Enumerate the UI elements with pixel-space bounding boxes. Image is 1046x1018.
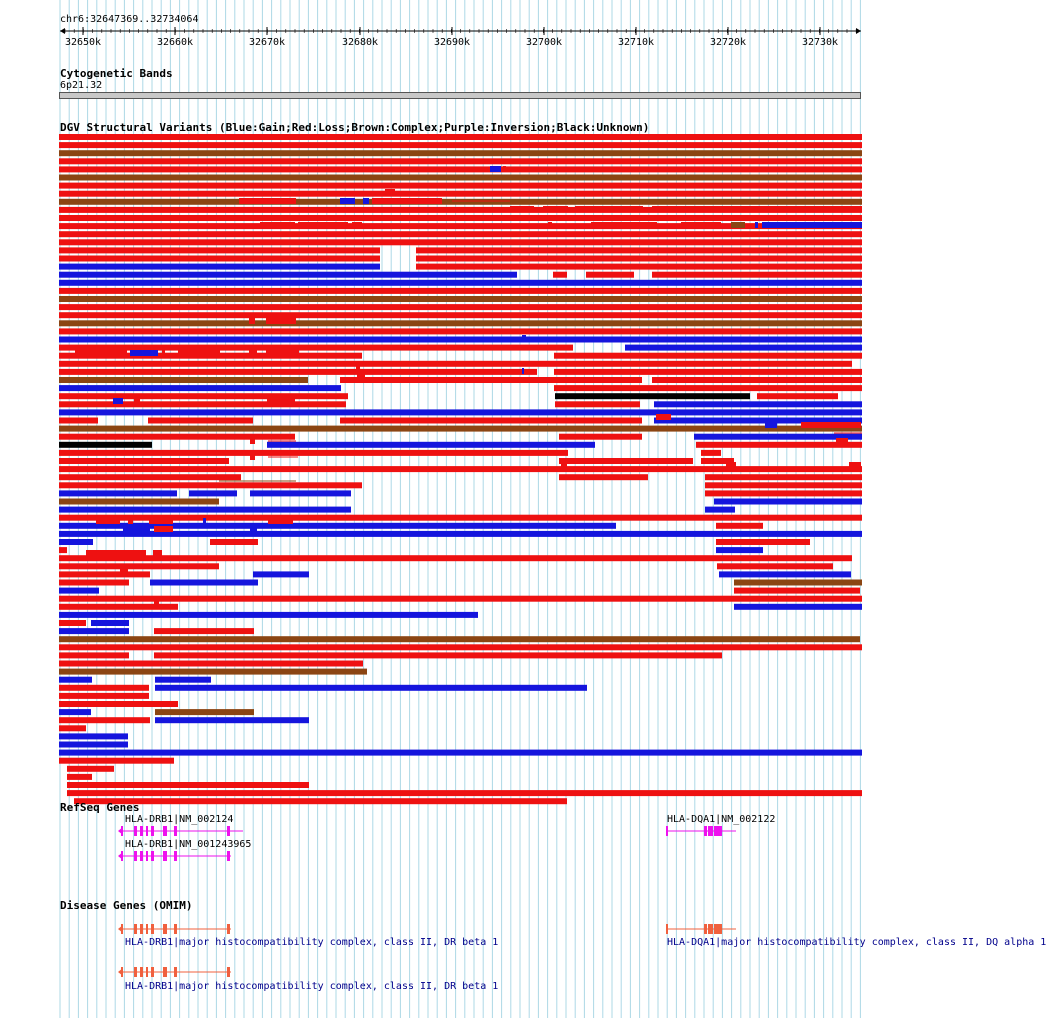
gene-exon bbox=[151, 851, 154, 861]
structural-variant bbox=[59, 199, 862, 205]
gene-exon bbox=[708, 924, 713, 934]
gene-exon bbox=[666, 826, 668, 836]
gene-exon bbox=[174, 826, 177, 836]
structural-variant bbox=[59, 515, 862, 521]
structural-variant bbox=[731, 222, 745, 228]
structural-variant bbox=[253, 571, 309, 577]
structural-variant bbox=[59, 175, 862, 181]
gene-exon bbox=[134, 826, 137, 836]
structural-variant bbox=[726, 462, 736, 468]
structural-variant bbox=[154, 652, 722, 658]
structural-variant bbox=[416, 247, 862, 253]
structural-variant bbox=[503, 166, 506, 172]
structural-variant bbox=[59, 450, 568, 456]
gene-exon bbox=[140, 851, 143, 861]
structural-variant bbox=[849, 462, 861, 468]
gene-exon bbox=[151, 967, 154, 977]
structural-variant bbox=[59, 677, 92, 683]
structural-variant bbox=[59, 288, 862, 294]
structural-variant bbox=[59, 134, 862, 140]
structural-variant bbox=[178, 350, 220, 356]
structural-variant bbox=[266, 318, 296, 324]
structural-variant bbox=[416, 256, 862, 262]
structural-variant bbox=[155, 685, 587, 691]
structural-variant bbox=[113, 398, 123, 404]
structural-variant bbox=[59, 191, 862, 197]
structural-variant bbox=[149, 518, 173, 524]
structural-variant bbox=[559, 458, 693, 464]
structural-variant bbox=[363, 198, 369, 204]
structural-variant bbox=[522, 368, 524, 374]
structural-variant bbox=[155, 709, 254, 715]
structural-variant bbox=[553, 272, 567, 278]
structural-variant bbox=[716, 547, 763, 553]
structural-variant bbox=[123, 526, 150, 532]
gene-exon bbox=[146, 967, 148, 977]
structural-variant bbox=[154, 526, 173, 532]
structural-variant bbox=[59, 474, 241, 480]
structural-variant bbox=[134, 398, 140, 404]
structural-variant bbox=[510, 206, 534, 212]
structural-variant bbox=[717, 563, 833, 569]
structural-variant bbox=[148, 418, 253, 424]
gene-exon bbox=[708, 826, 713, 836]
gene-arrow-icon bbox=[118, 852, 123, 860]
gene-exon bbox=[227, 924, 230, 934]
gene-exon bbox=[146, 826, 148, 836]
gene-exon bbox=[146, 851, 148, 861]
dgv-track-title: DGV Structural Variants (Blue:Gain;Red:Loss;Brown:Complex;Purple:Inversion;Black:Unknown) bbox=[60, 121, 650, 134]
structural-variant bbox=[267, 398, 295, 404]
gene-exon bbox=[666, 924, 668, 934]
refseq-gene-glyph[interactable] bbox=[118, 825, 233, 837]
gene-exon bbox=[174, 967, 177, 977]
structural-variant bbox=[654, 401, 862, 407]
structural-variant bbox=[734, 604, 862, 610]
structural-variant bbox=[59, 264, 380, 270]
structural-variant bbox=[59, 628, 129, 634]
structural-variant bbox=[59, 547, 67, 553]
structural-variant bbox=[59, 636, 860, 642]
structural-variant bbox=[59, 750, 862, 756]
structural-variant bbox=[59, 458, 229, 464]
structural-variant bbox=[59, 652, 129, 658]
structural-variant bbox=[162, 350, 165, 356]
gene-exon bbox=[227, 826, 230, 836]
structural-variant bbox=[59, 758, 174, 764]
structural-variant bbox=[59, 215, 862, 221]
structural-variant bbox=[701, 450, 721, 456]
structural-variant bbox=[555, 393, 750, 399]
structural-variant bbox=[59, 256, 380, 262]
structural-variant bbox=[356, 366, 360, 372]
structural-variant bbox=[372, 198, 442, 204]
structural-variant bbox=[250, 438, 255, 444]
structural-variant bbox=[543, 206, 568, 212]
structural-variant bbox=[59, 247, 380, 253]
refseq-gene-label[interactable]: HLA-DRB1|NM_001243965 bbox=[125, 839, 252, 850]
structural-variant bbox=[59, 296, 862, 302]
gene-exon bbox=[134, 967, 137, 977]
structural-variant bbox=[59, 409, 862, 415]
structural-variant bbox=[59, 312, 862, 318]
structural-variant bbox=[67, 790, 862, 796]
structural-variant bbox=[555, 401, 640, 407]
structural-variant bbox=[705, 507, 735, 513]
structural-variant bbox=[522, 335, 526, 341]
structural-variant bbox=[59, 620, 86, 626]
refseq-gene-glyph[interactable] bbox=[118, 850, 233, 862]
structural-variant bbox=[59, 644, 862, 650]
structural-variant bbox=[59, 733, 128, 739]
gene-exon bbox=[704, 924, 707, 934]
structural-variant bbox=[652, 272, 862, 278]
gene-exon bbox=[174, 851, 177, 861]
structural-variant bbox=[59, 272, 517, 278]
structural-variant bbox=[59, 466, 862, 472]
ruler-tick-label: 32700k bbox=[525, 37, 563, 48]
structural-variant bbox=[86, 550, 146, 556]
gene-exon bbox=[134, 851, 137, 861]
structural-variant bbox=[716, 539, 810, 545]
structural-variant bbox=[153, 550, 162, 556]
structural-variant bbox=[719, 571, 851, 577]
structural-variant bbox=[59, 555, 852, 561]
gene-arrow-icon bbox=[118, 925, 123, 933]
structural-variant bbox=[59, 320, 862, 326]
structural-variant bbox=[59, 685, 149, 691]
structural-variant bbox=[59, 499, 219, 505]
structural-variant bbox=[554, 353, 862, 359]
gene-arrow-icon bbox=[118, 968, 123, 976]
structural-variant bbox=[67, 774, 92, 780]
structural-variant bbox=[59, 183, 862, 189]
structural-variant bbox=[59, 725, 86, 731]
structural-variant bbox=[340, 418, 642, 424]
refseq-gene-glyph[interactable] bbox=[666, 825, 738, 837]
structural-variant bbox=[554, 385, 862, 391]
ruler-tick-label: 32670k bbox=[248, 37, 286, 48]
ruler-tick-label: 32650k bbox=[64, 37, 102, 48]
omim-gene-label[interactable]: HLA-DQA1|major histocompatibility complex, class II, DQ alpha 1 bbox=[667, 937, 1046, 948]
structural-variant bbox=[74, 798, 567, 804]
structural-variant bbox=[59, 507, 351, 513]
structural-variant bbox=[416, 264, 862, 270]
cytoband-track-title: Cytogenetic Bands bbox=[60, 67, 173, 80]
structural-variant bbox=[59, 166, 862, 172]
structural-variant bbox=[59, 280, 862, 286]
structural-variant bbox=[59, 434, 295, 440]
structural-variant bbox=[59, 482, 362, 488]
structural-variant bbox=[559, 434, 642, 440]
structural-variant bbox=[59, 604, 178, 610]
structural-variant bbox=[59, 377, 308, 383]
structural-variant bbox=[591, 222, 657, 228]
structural-variant bbox=[96, 518, 120, 524]
structural-variant bbox=[67, 782, 309, 788]
structural-variant bbox=[203, 518, 206, 524]
gene-exon bbox=[140, 826, 143, 836]
structural-variant bbox=[59, 393, 348, 399]
gene-exon bbox=[140, 924, 143, 934]
structural-variant bbox=[59, 701, 178, 707]
refseq-track-title: RefSeq Genes bbox=[60, 801, 140, 814]
structural-variant bbox=[59, 709, 91, 715]
structural-variant bbox=[267, 442, 595, 448]
structural-variant bbox=[734, 588, 860, 594]
structural-variant bbox=[59, 693, 149, 699]
structural-variant bbox=[59, 563, 219, 569]
structural-variant bbox=[59, 490, 177, 496]
structural-variant bbox=[59, 304, 862, 310]
structural-variant bbox=[59, 539, 93, 545]
structural-variant bbox=[352, 222, 362, 228]
gene-exon bbox=[163, 924, 167, 934]
gene-exon bbox=[227, 851, 230, 861]
structural-variant bbox=[59, 426, 862, 432]
gene-exon bbox=[714, 924, 722, 934]
structural-variant bbox=[59, 596, 862, 602]
structural-variant bbox=[734, 580, 862, 586]
structural-variant bbox=[554, 369, 862, 375]
structural-variant bbox=[575, 206, 643, 212]
structural-variant bbox=[268, 518, 293, 524]
structural-variant bbox=[59, 150, 862, 156]
structural-variant bbox=[561, 462, 567, 468]
structural-variant bbox=[656, 414, 671, 420]
structural-variant bbox=[59, 401, 346, 407]
ruler-tick-label: 32710k bbox=[617, 37, 655, 48]
structural-variant bbox=[548, 222, 552, 228]
structural-variant bbox=[340, 198, 355, 204]
gene-exon bbox=[134, 924, 137, 934]
structural-variant bbox=[250, 454, 255, 460]
structural-variant bbox=[586, 272, 634, 278]
structural-variant bbox=[59, 442, 152, 448]
gene-exon bbox=[227, 967, 230, 977]
structural-variant bbox=[59, 669, 367, 675]
structural-variant bbox=[357, 374, 365, 380]
gene-exon bbox=[163, 967, 167, 977]
ruler-tick-label: 32720k bbox=[709, 37, 747, 48]
structural-variant bbox=[59, 612, 478, 618]
ruler-tick-label: 32680k bbox=[341, 37, 379, 48]
structural-variant bbox=[154, 598, 159, 604]
cytoband-label: 6p21.32 bbox=[60, 80, 103, 91]
structural-variant bbox=[762, 222, 862, 228]
structural-variant bbox=[59, 531, 862, 537]
structural-variant bbox=[490, 166, 496, 172]
gene-exon bbox=[714, 826, 722, 836]
structural-variant bbox=[59, 385, 341, 391]
gene-exon bbox=[151, 826, 154, 836]
structural-variant bbox=[59, 369, 537, 375]
gene-exon bbox=[151, 924, 154, 934]
structural-variant bbox=[249, 318, 255, 324]
structural-variant bbox=[67, 766, 114, 772]
structural-variant bbox=[716, 523, 763, 529]
structural-variant bbox=[59, 142, 862, 148]
structural-variant bbox=[59, 571, 150, 577]
structural-variant bbox=[59, 231, 862, 237]
structural-variant bbox=[652, 377, 862, 383]
structural-variant bbox=[801, 422, 861, 428]
structural-variant bbox=[128, 518, 133, 524]
ruler-tick-label: 32730k bbox=[801, 37, 839, 48]
structural-variant bbox=[59, 158, 862, 164]
structural-variant bbox=[385, 189, 395, 195]
omim-gene-label[interactable]: HLA-DRB1|major histocompatibility complex, class II, DR beta 1 bbox=[125, 981, 499, 992]
structural-variant bbox=[705, 482, 862, 488]
structural-variant bbox=[150, 580, 258, 586]
structural-variant bbox=[681, 222, 721, 228]
structural-variant bbox=[59, 742, 128, 748]
gene-arrow-icon bbox=[118, 827, 123, 835]
structural-variant bbox=[705, 490, 862, 496]
structural-variant bbox=[59, 345, 573, 351]
structural-variant bbox=[59, 328, 862, 334]
region-label: chr6:32647369..32734064 bbox=[60, 14, 199, 25]
structural-variant bbox=[75, 350, 127, 356]
gene-exon bbox=[163, 826, 167, 836]
structural-variant bbox=[59, 717, 150, 723]
structural-variant bbox=[59, 239, 862, 245]
structural-variant bbox=[250, 526, 257, 532]
gene-exon bbox=[140, 967, 143, 977]
structural-variant bbox=[59, 580, 129, 586]
structural-variant bbox=[120, 566, 128, 572]
structural-variant bbox=[59, 661, 363, 667]
omim-gene-glyph[interactable] bbox=[666, 923, 738, 935]
structural-variant bbox=[130, 350, 158, 356]
omim-gene-label[interactable]: HLA-DRB1|major histocompatibility complex, class II, DR beta 1 bbox=[125, 937, 499, 948]
gene-exon bbox=[704, 826, 707, 836]
gene-exon bbox=[146, 924, 148, 934]
omim-gene-glyph[interactable] bbox=[118, 923, 233, 935]
structural-variant bbox=[59, 337, 862, 343]
omim-gene-glyph[interactable] bbox=[118, 966, 233, 978]
structural-variant bbox=[836, 438, 848, 444]
omim-track-title: Disease Genes (OMIM) bbox=[60, 899, 193, 912]
structural-variant bbox=[154, 628, 254, 634]
structural-variant bbox=[340, 377, 642, 383]
structural-variant bbox=[625, 345, 862, 351]
ruler-tick-label: 32660k bbox=[156, 37, 194, 48]
structural-variant bbox=[155, 717, 309, 723]
gene-exon bbox=[174, 924, 177, 934]
structural-variant bbox=[210, 539, 258, 545]
structural-variant bbox=[59, 588, 99, 594]
ruler-tick-label: 32690k bbox=[433, 37, 471, 48]
structural-variant bbox=[714, 499, 862, 505]
structural-variant bbox=[559, 474, 648, 480]
structural-variant bbox=[705, 474, 862, 480]
gene-exon bbox=[163, 851, 167, 861]
structural-variant bbox=[155, 677, 211, 683]
refseq-gene-label[interactable]: HLA-DQA1|NM_002122 bbox=[667, 814, 776, 825]
structural-variant bbox=[91, 620, 129, 626]
structural-variant bbox=[189, 490, 237, 496]
refseq-gene-label[interactable]: HLA-DRB1|NM_002124 bbox=[125, 814, 234, 825]
structural-variant bbox=[266, 350, 299, 356]
structural-variant bbox=[755, 222, 758, 228]
structural-variant bbox=[59, 361, 852, 367]
structural-variant bbox=[239, 198, 296, 204]
structural-variant bbox=[765, 422, 777, 428]
structural-variant bbox=[59, 418, 98, 424]
structural-variant bbox=[757, 393, 838, 399]
structural-variant bbox=[250, 490, 351, 496]
structural-variant bbox=[298, 222, 348, 228]
structural-variant bbox=[496, 166, 501, 172]
structural-variant bbox=[249, 350, 257, 356]
structural-variant bbox=[652, 206, 862, 212]
